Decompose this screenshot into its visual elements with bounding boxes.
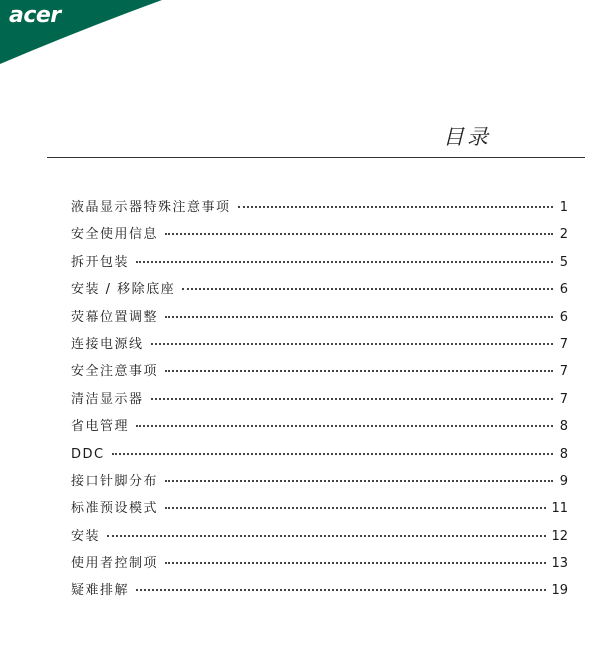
toc-entry-label: 安装 / 移除底座 [71, 282, 176, 298]
toc-entry-label: DDC [71, 446, 105, 462]
dot-leader [165, 370, 553, 372]
acer-logo: acer [9, 3, 61, 28]
toc-entry[interactable] [71, 388, 568, 415]
toc-entry-label: 省电管理 [71, 419, 130, 435]
dot-leader [165, 562, 546, 564]
toc-entry-page: 8 [559, 446, 568, 462]
toc-entry-page: 7 [559, 336, 568, 352]
toc-entry-label: 安全使用信息 [71, 227, 159, 243]
toc-entry-label: 液晶显示器特殊注意事项 [71, 200, 231, 215]
dot-leader [136, 589, 546, 591]
toc-entry[interactable] [71, 333, 568, 360]
toc-entry-page: 7 [559, 364, 568, 380]
toc-entry[interactable] [71, 552, 568, 579]
toc-entry[interactable] [71, 278, 568, 305]
toc-entry-page: 19 [551, 583, 568, 599]
toc-entry-page: 1 [559, 200, 568, 215]
toc-entry-label: 疑难排解 [71, 583, 130, 599]
dot-leader [182, 288, 553, 290]
toc-entry-label: 标准预设模式 [71, 501, 159, 517]
toc-entry-label: 使用者控制项 [71, 556, 159, 572]
toc-entry[interactable] [71, 497, 568, 524]
dot-leader [151, 343, 553, 345]
toc-entry-label: 安装 [71, 528, 101, 544]
toc-entry[interactable] [71, 251, 568, 278]
toc-entry-label: 接口针脚分布 [71, 473, 159, 489]
toc-entry[interactable] [71, 360, 568, 387]
dot-leader [136, 261, 553, 263]
toc-entry[interactable] [71, 196, 568, 223]
toc-entry[interactable] [71, 415, 568, 442]
dot-leader [165, 316, 553, 318]
page-title: 目录 [443, 125, 491, 149]
toc-entry[interactable] [71, 470, 568, 497]
toc-entry-label: 拆开包装 [71, 254, 130, 270]
toc-entry-label: 荧幕位置调整 [71, 309, 159, 325]
toc-entry[interactable] [71, 579, 568, 606]
dot-leader [107, 535, 546, 537]
toc-entry-page: 9 [559, 473, 568, 489]
toc-entry-page: 12 [551, 528, 568, 544]
toc-entry-label: 清洁显示器 [71, 391, 144, 407]
dot-leader [165, 480, 553, 482]
dot-leader [112, 453, 553, 455]
toc-entry-page: 13 [551, 556, 568, 572]
dot-leader [136, 425, 553, 427]
toc-entry-page: 11 [551, 501, 568, 517]
dot-leader [151, 398, 553, 400]
dot-leader [165, 233, 553, 235]
title-divider [47, 157, 585, 158]
dot-leader [165, 507, 546, 509]
toc-entry-page: 8 [559, 419, 568, 435]
toc-entry-page: 6 [559, 309, 568, 325]
toc-entry-page: 5 [559, 254, 568, 270]
toc-entry[interactable] [71, 306, 568, 333]
toc-entry[interactable] [71, 525, 568, 552]
toc-entry-page: 2 [559, 227, 568, 243]
dot-leader [238, 206, 553, 208]
toc-entry-label: 安全注意事项 [71, 364, 159, 380]
toc-entry-page: 7 [559, 391, 568, 407]
table-of-contents [71, 196, 568, 607]
toc-entry-label: 连接电源线 [71, 336, 144, 352]
toc-entry[interactable] [71, 223, 568, 250]
toc-entry[interactable] [71, 443, 568, 470]
toc-entry-page: 6 [559, 282, 568, 298]
